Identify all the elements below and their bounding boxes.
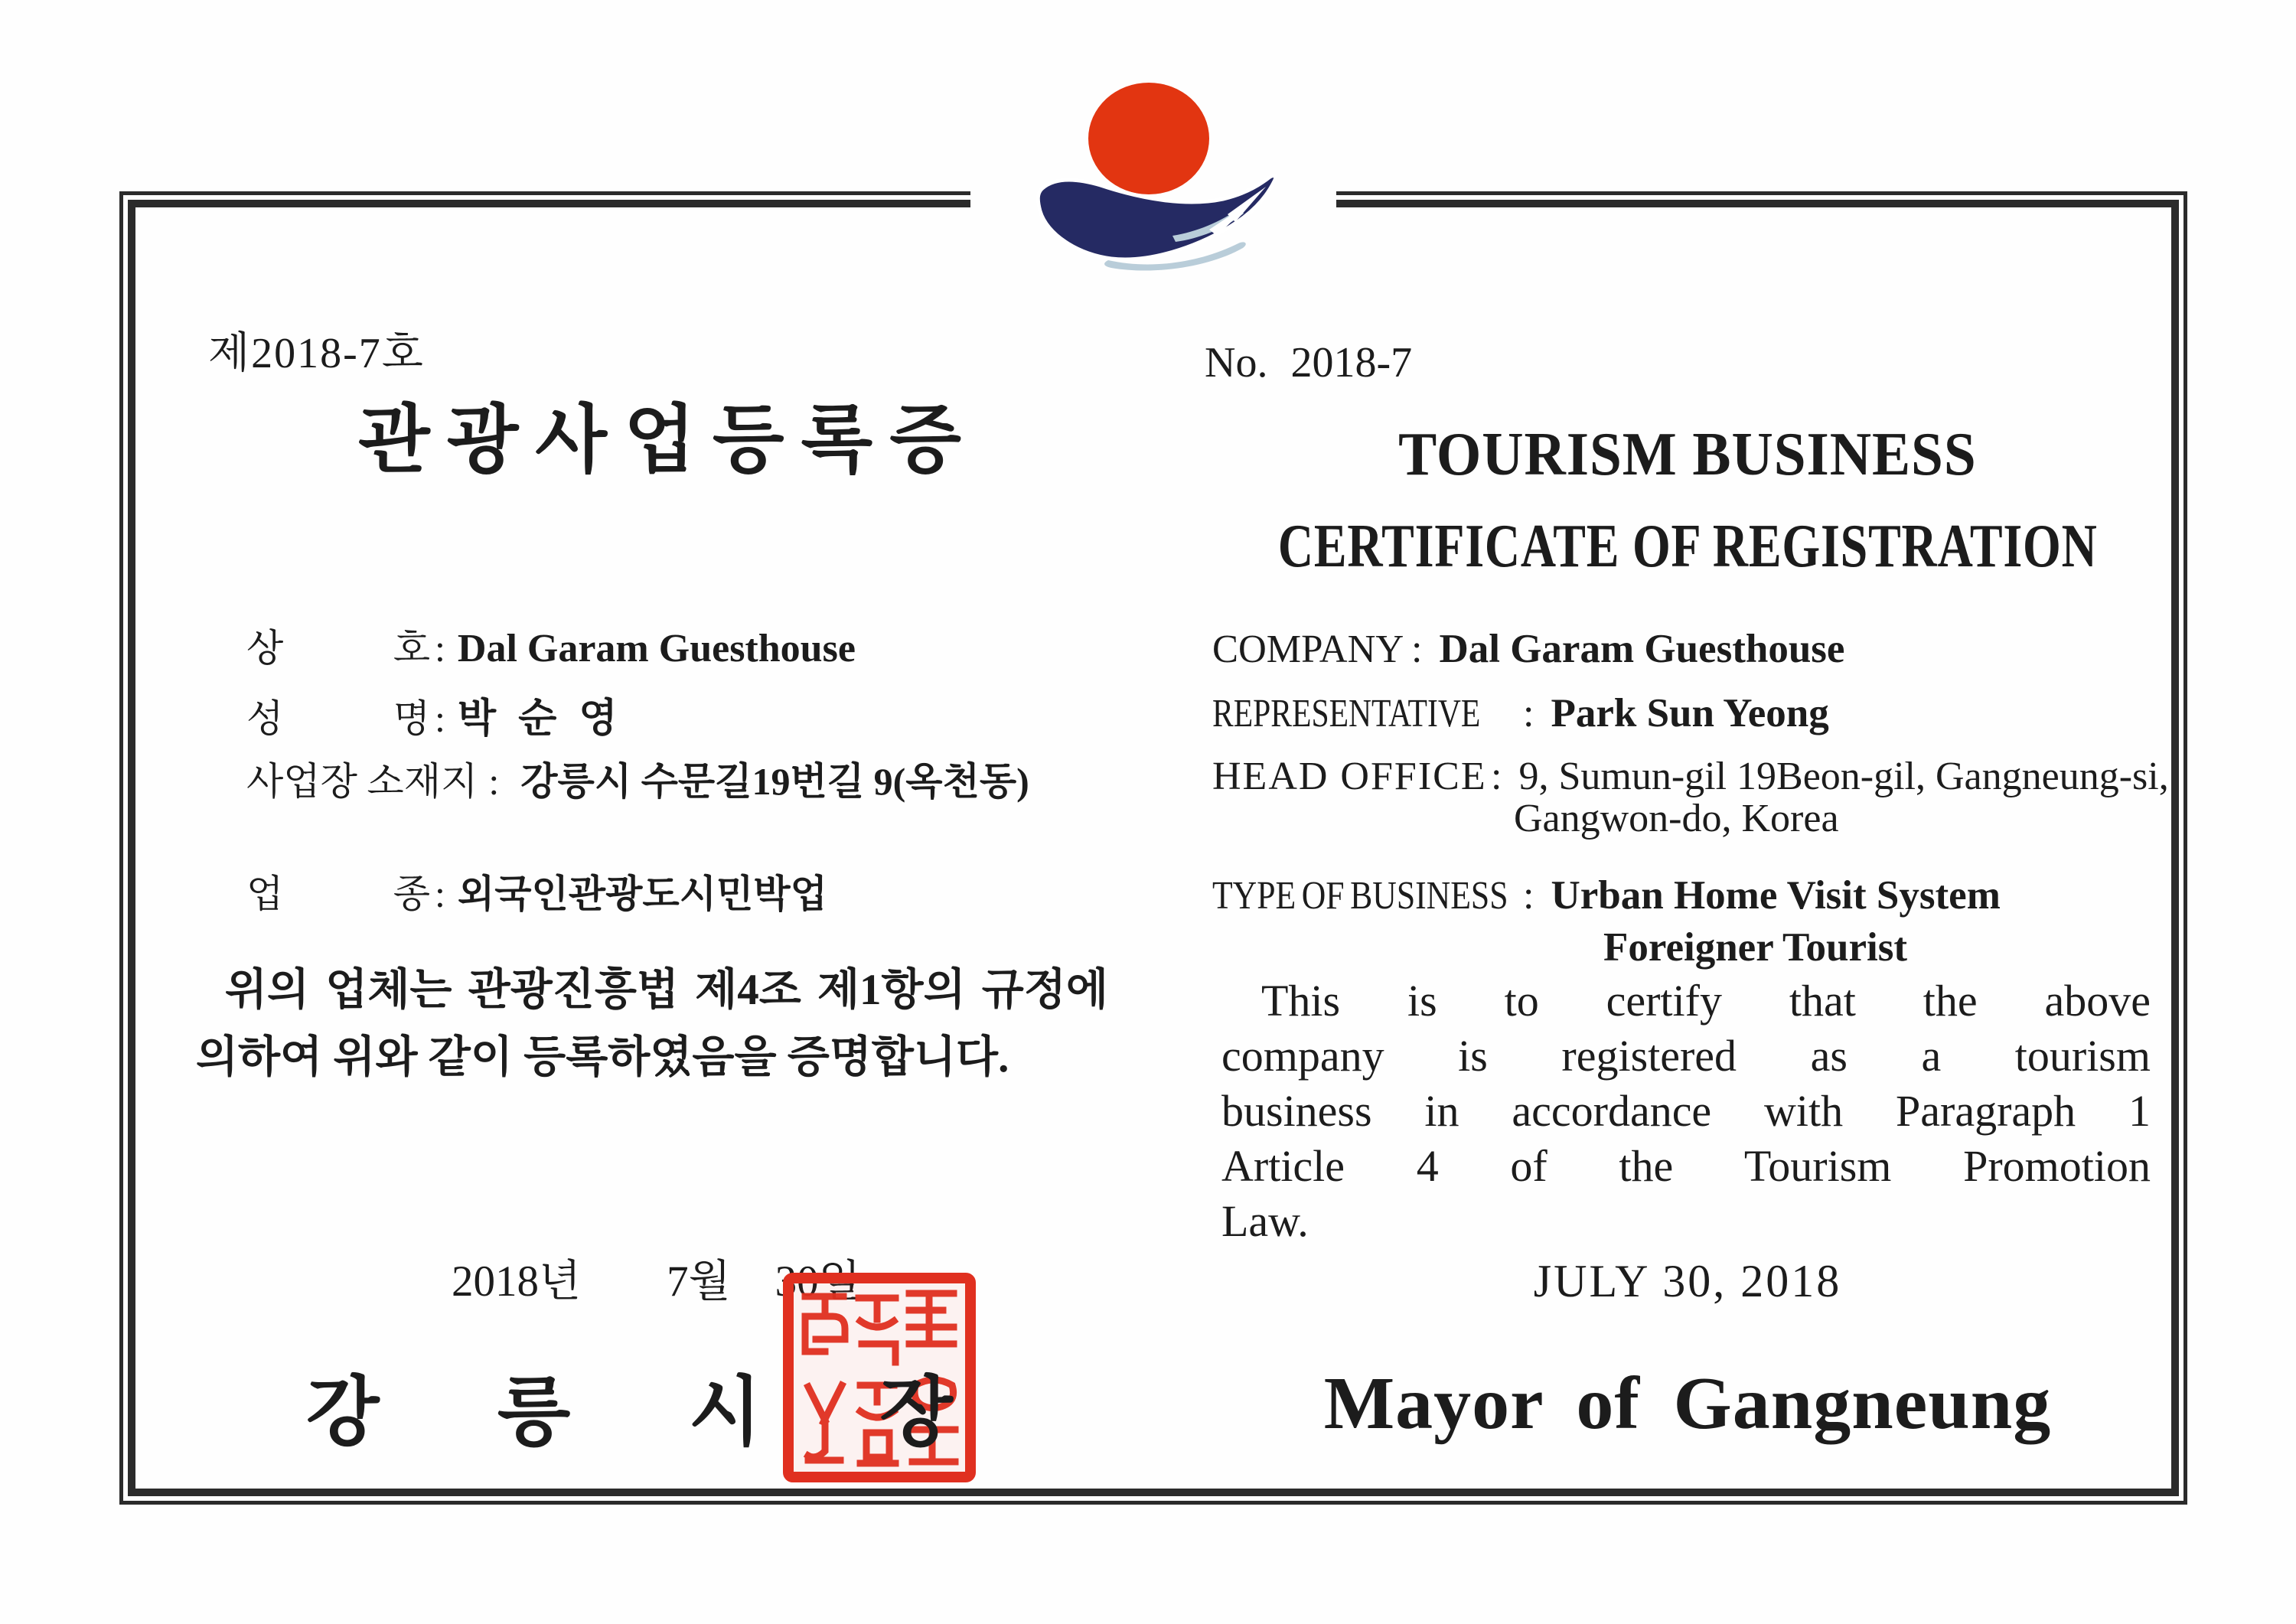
- colon: :: [488, 760, 500, 803]
- kr-title-char: 관: [358, 399, 430, 481]
- kr-title-char: 사: [535, 399, 608, 481]
- en-row-company-label: COMPANY: [1212, 628, 1404, 671]
- colon: :: [435, 697, 445, 740]
- kr-mayor-signature: [306, 1370, 953, 1457]
- kr-row-company-value: Dal Garam Guesthouse: [457, 627, 856, 670]
- en-title-text: TOURISM BUSINESS: [1398, 421, 1977, 488]
- en-row-type-of-business-value-line2: Foreigner Tourist: [1603, 925, 1908, 970]
- kr-row-address-value: 강릉시 수문길19번길 9(옥천동): [520, 760, 1029, 803]
- kr-mayor-char: 릉: [497, 1371, 571, 1455]
- en-row-head-office-label: HEAD OFFICE: [1212, 755, 1487, 798]
- kr-title-char: 업: [624, 399, 696, 481]
- en-row-company-value: Dal Garam Guesthouse: [1439, 627, 1845, 671]
- kr-statement-line-1: 위의 업체는 관광진흥법 제4조 제1항의 규정에: [225, 966, 1108, 1014]
- en-mayor-signature: Mayor of Gangneung: [1323, 1362, 2052, 1445]
- kr-date-month: 7월: [667, 1257, 731, 1306]
- en-statement-line-4: Article 4 of the Tourism Promotion: [1221, 1141, 2151, 1191]
- colon: :: [1523, 874, 1534, 918]
- kr-row-address-label: 사업장 소재지: [246, 760, 478, 803]
- en-row-representative-label: REPRESENTATIVE: [1212, 692, 1481, 735]
- kr-date-year: 2018년: [452, 1257, 582, 1306]
- certificate-frame: [119, 191, 2187, 1505]
- kr-statement-line-2: 의하여 위와 같이 등록하였음을 증명합니다.: [196, 1033, 1009, 1081]
- kr-label-char: 성: [246, 697, 284, 740]
- kr-row-business-type-value: 외국인관광도시민박업: [457, 872, 827, 915]
- korea-government-logo-icon: [1035, 64, 1295, 294]
- en-row-head-office-value-line2: Gangwon-do, Korea: [1514, 797, 1839, 840]
- colon: :: [435, 872, 445, 915]
- kr-row-name-value: 박 순 영: [457, 697, 624, 741]
- en-statement-line-2: company is registered as a tourism: [1221, 1031, 2151, 1081]
- kr-date-day: 30일: [775, 1257, 861, 1306]
- en-statement-line-1: This is to certify that the above: [1261, 976, 2151, 1026]
- en-row-representative-value: Park Sun Yeong: [1551, 691, 1829, 735]
- kr-mayor-char: 시: [688, 1371, 762, 1455]
- kr-title-char: 록: [801, 399, 873, 481]
- kr-label-char: 상: [246, 627, 284, 670]
- colon: :: [1523, 692, 1534, 735]
- certificate-frame-inner-line: [128, 200, 2179, 1496]
- colon: :: [1411, 628, 1423, 671]
- kr-certificate-number: 제2018-7호: [208, 330, 425, 377]
- kr-mayor-char: 강: [306, 1371, 380, 1455]
- en-statement-line-5: Law.: [1221, 1196, 1309, 1246]
- colon: :: [435, 627, 445, 670]
- en-row-head-office-value-line1: 9, Sumun-gil 19Beon-gil, Gangneung-si,: [1518, 755, 2169, 798]
- kr-label-char: 업: [246, 872, 284, 915]
- colon: :: [1491, 755, 1502, 798]
- kr-label-char: 종: [393, 872, 430, 915]
- en-date: JULY 30, 2018: [1533, 1256, 1842, 1306]
- kr-mayor-char: 장: [879, 1371, 953, 1455]
- kr-label-char: 호: [393, 627, 430, 670]
- kr-title-char: 광: [446, 399, 519, 481]
- logo-red-sun: [1088, 83, 1209, 194]
- en-title-text: CERTIFICATE OF REGISTRATION: [1277, 513, 2098, 580]
- en-row-type-of-business-label: TYPE OF BUSINESS: [1212, 874, 1508, 918]
- kr-label-char: 명: [393, 697, 430, 740]
- kr-title-char: 등: [712, 399, 784, 481]
- kr-title-char: 증: [889, 399, 961, 481]
- en-certificate-number: No. 2018-7: [1205, 339, 1413, 386]
- en-statement-line-3: business in accordance with Paragraph 1: [1221, 1086, 2151, 1136]
- en-row-type-of-business-value-line1: Urban Home Visit System: [1551, 873, 2001, 918]
